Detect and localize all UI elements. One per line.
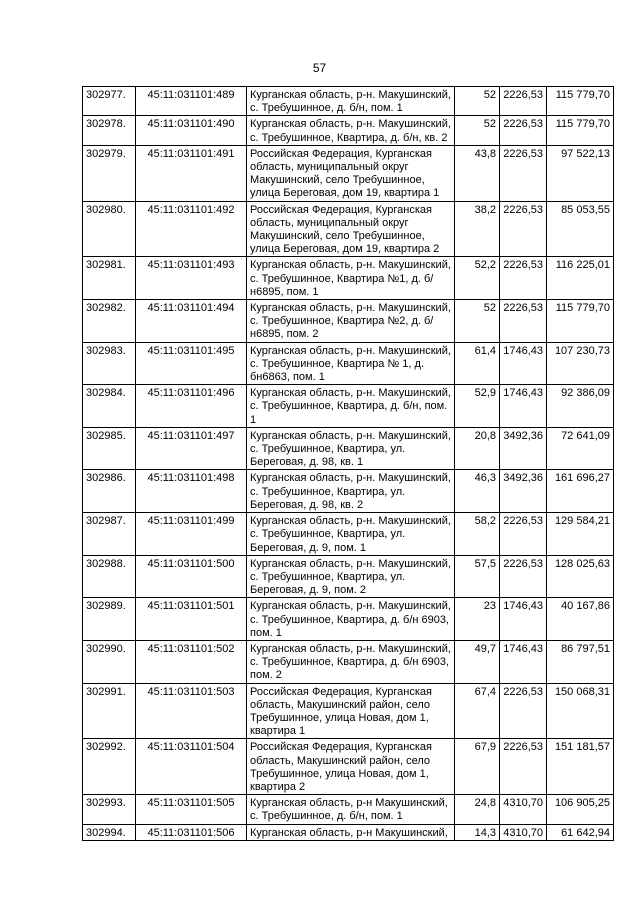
rate-cell: 2226,53	[500, 555, 547, 598]
cadastral-value-cell: 115 779,70	[547, 87, 614, 116]
rate-cell: 2226,53	[500, 300, 547, 343]
address-cell: Российская Федерация, Курганская область, Макушинский район, село Требушинное, улица Новая, дом 1, квартира 2	[247, 739, 455, 795]
table-row	[83, 470, 614, 513]
area-cell: 49,7	[455, 640, 500, 683]
area-cell: 52,2	[455, 257, 500, 300]
row-number-cell: 302985.	[83, 427, 136, 470]
area-cell: 46,3	[455, 470, 500, 513]
address-cell: Курганская область, р-н. Макушинский, с. Требушинное, Квартира, д. б/н, кв. 2	[247, 116, 455, 145]
cadastral-number-cell: 45:11:031101:491	[136, 145, 247, 201]
rate-cell: 4310,70	[500, 795, 547, 824]
address-cell: Российская Федерация, Курганская область, муниципальный округ Макушинский, село Требушинное, улица Береговая, дом 19, квартира 1	[247, 145, 455, 201]
area-cell: 23	[455, 598, 500, 641]
rate-cell: 1746,43	[500, 598, 547, 641]
cadastral-value-cell: 116 225,01	[547, 257, 614, 300]
address-cell: Курганская область, р-н. Макушинский, с. Требушинное, Квартира, д. б/н 6903, пом. 2	[247, 640, 455, 683]
area-cell: 24,8	[455, 795, 500, 824]
cadastral-number-cell: 45:11:031101:494	[136, 300, 247, 343]
area-cell: 67,9	[455, 739, 500, 795]
cadastral-value-cell: 107 230,73	[547, 342, 614, 385]
cadastral-number-cell: 45:11:031101:505	[136, 795, 247, 824]
address-cell: Курганская область, р-н Макушинский,	[247, 824, 455, 840]
cadastral-number-cell: 45:11:031101:504	[136, 739, 247, 795]
cadastral-value-cell: 115 779,70	[547, 116, 614, 145]
rate-cell: 2226,53	[500, 257, 547, 300]
table-row	[83, 683, 614, 739]
area-cell: 52	[455, 116, 500, 145]
row-number-cell: 302980.	[83, 201, 136, 257]
cadastral-value-cell: 150 068,31	[547, 683, 614, 739]
row-number-cell: 302981.	[83, 257, 136, 300]
address-cell: Курганская область, р-н. Макушинский, с. Требушинное, д. б/н, пом. 1	[247, 87, 455, 116]
rate-cell: 2226,53	[500, 201, 547, 257]
area-cell: 52	[455, 87, 500, 116]
address-cell: Курганская область, р-н. Макушинский, с. Требушинное, Квартира, ул. Береговая, д. 98, кв. 1	[247, 427, 455, 470]
table-row	[83, 513, 614, 556]
table-row	[83, 427, 614, 470]
cadastral-number-cell: 45:11:031101:506	[136, 824, 247, 840]
cadastral-value-cell: 86 797,51	[547, 640, 614, 683]
rate-cell: 1746,43	[500, 342, 547, 385]
table-row	[83, 300, 614, 343]
cadastral-value-cell: 72 641,09	[547, 427, 614, 470]
cadastral-number-cell: 45:11:031101:498	[136, 470, 247, 513]
registry-table	[82, 86, 614, 841]
rate-cell: 2226,53	[500, 145, 547, 201]
address-cell: Российская Федерация, Курганская область, муниципальный округ Макушинский, село Требушинное, улица Береговая, дом 19, квартира 2	[247, 201, 455, 257]
area-cell: 43,8	[455, 145, 500, 201]
cadastral-number-cell: 45:11:031101:492	[136, 201, 247, 257]
address-cell: Курганская область, р-н. Макушинский, с. Требушинное, Квартира, д. б/н, пом. 1	[247, 385, 455, 428]
cadastral-number-cell: 45:11:031101:489	[136, 87, 247, 116]
row-number-cell: 302988.	[83, 555, 136, 598]
cadastral-value-cell: 151 181,57	[547, 739, 614, 795]
cadastral-number-cell: 45:11:031101:501	[136, 598, 247, 641]
table-row	[83, 87, 614, 116]
cadastral-number-cell: 45:11:031101:502	[136, 640, 247, 683]
cadastral-value-cell: 115 779,70	[547, 300, 614, 343]
row-number-cell: 302979.	[83, 145, 136, 201]
cadastral-number-cell: 45:11:031101:500	[136, 555, 247, 598]
area-cell: 14,3	[455, 824, 500, 840]
cadastral-value-cell: 128 025,63	[547, 555, 614, 598]
table-row	[83, 385, 614, 428]
cadastral-number-cell: 45:11:031101:490	[136, 116, 247, 145]
row-number-cell: 302984.	[83, 385, 136, 428]
address-cell: Курганская область, р-н. Макушинский, с. Требушинное, Квартира, д. б/н 6903, пом. 1	[247, 598, 455, 641]
row-number-cell: 302978.	[83, 116, 136, 145]
rate-cell: 2226,53	[500, 683, 547, 739]
rate-cell: 4310,70	[500, 824, 547, 840]
table-row	[83, 201, 614, 257]
cadastral-number-cell: 45:11:031101:499	[136, 513, 247, 556]
table-row	[83, 739, 614, 795]
table-row	[83, 640, 614, 683]
table-row	[83, 795, 614, 824]
table-row	[83, 598, 614, 641]
cadastral-value-cell: 61 642,94	[547, 824, 614, 840]
cadastral-number-cell: 45:11:031101:495	[136, 342, 247, 385]
area-cell: 20,8	[455, 427, 500, 470]
rate-cell: 2226,53	[500, 513, 547, 556]
row-number-cell: 302982.	[83, 300, 136, 343]
row-number-cell: 302992.	[83, 739, 136, 795]
cadastral-value-cell: 106 905,25	[547, 795, 614, 824]
cadastral-value-cell: 161 696,27	[547, 470, 614, 513]
row-number-cell: 302991.	[83, 683, 136, 739]
address-cell: Курганская область, р-н. Макушинский, с. Требушинное, Квартира, ул. Береговая, д. 98, кв. 2	[247, 470, 455, 513]
table-row	[83, 824, 614, 840]
area-cell: 52,9	[455, 385, 500, 428]
row-number-cell: 302977.	[83, 87, 136, 116]
cadastral-number-cell: 45:11:031101:493	[136, 257, 247, 300]
cadastral-value-cell: 97 522,13	[547, 145, 614, 201]
rate-cell: 2226,53	[500, 87, 547, 116]
row-number-cell: 302994.	[83, 824, 136, 840]
area-cell: 57,5	[455, 555, 500, 598]
address-cell: Курганская область, р-н Макушинский, с. Требушинное, д. б/н, пом. 1	[247, 795, 455, 824]
address-cell: Курганская область, р-н. Макушинский, с. Требушинное, Квартира, ул. Береговая, д. 9, пом. 1	[247, 513, 455, 556]
rate-cell: 1746,43	[500, 385, 547, 428]
area-cell: 52	[455, 300, 500, 343]
row-number-cell: 302987.	[83, 513, 136, 556]
rate-cell: 2226,53	[500, 739, 547, 795]
address-cell: Курганская область, р-н. Макушинский, с. Требушинное, Квартира № 1, д. бн6863, пом. 1	[247, 342, 455, 385]
table-row	[83, 555, 614, 598]
table-row	[83, 116, 614, 145]
cadastral-value-cell: 92 386,09	[547, 385, 614, 428]
rate-cell: 1746,43	[500, 640, 547, 683]
cadastral-number-cell: 45:11:031101:496	[136, 385, 247, 428]
cadastral-value-cell: 129 584,21	[547, 513, 614, 556]
table-row	[83, 342, 614, 385]
area-cell: 58,2	[455, 513, 500, 556]
cadastral-number-cell: 45:11:031101:497	[136, 427, 247, 470]
table-row	[83, 145, 614, 201]
cadastral-number-cell: 45:11:031101:503	[136, 683, 247, 739]
row-number-cell: 302990.	[83, 640, 136, 683]
page-number: 57	[312, 61, 327, 75]
rate-cell: 3492,36	[500, 470, 547, 513]
area-cell: 61,4	[455, 342, 500, 385]
row-number-cell: 302983.	[83, 342, 136, 385]
cadastral-value-cell: 40 167,86	[547, 598, 614, 641]
rate-cell: 2226,53	[500, 116, 547, 145]
registry-table-body	[83, 87, 614, 841]
address-cell: Российская Федерация, Курганская область, Макушинский район, село Требушинное, улица Новая, дом 1, квартира 1	[247, 683, 455, 739]
row-number-cell: 302986.	[83, 470, 136, 513]
area-cell: 67,4	[455, 683, 500, 739]
area-cell: 38,2	[455, 201, 500, 257]
row-number-cell: 302989.	[83, 598, 136, 641]
address-cell: Курганская область, р-н. Макушинский, с. Требушинное, Квартира №1, д. б/н6895, пом. 1	[247, 257, 455, 300]
cadastral-value-cell: 85 053,55	[547, 201, 614, 257]
address-cell: Курганская область, р-н. Макушинский, с. Требушинное, Квартира, ул. Береговая, д. 9, пом. 2	[247, 555, 455, 598]
rate-cell: 3492,36	[500, 427, 547, 470]
row-number-cell: 302993.	[83, 795, 136, 824]
address-cell: Курганская область, р-н. Макушинский, с. Требушинное, Квартира №2, д. б/н6895, пом. 2	[247, 300, 455, 343]
table-row	[83, 257, 614, 300]
